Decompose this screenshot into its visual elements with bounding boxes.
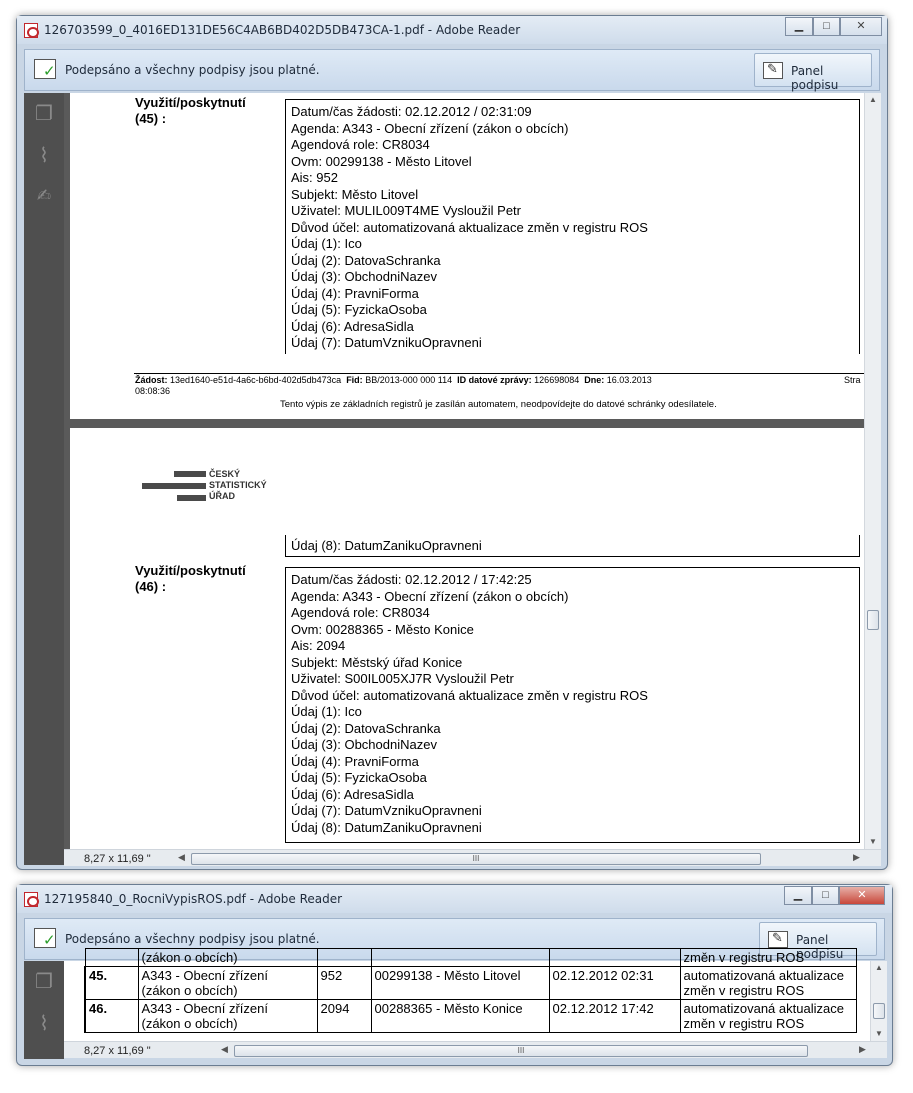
maximize-button[interactable]: □	[812, 886, 839, 905]
signature-panel-label: Panel podpisu	[791, 64, 839, 92]
footer-id-value: 126698084	[534, 375, 580, 385]
record-46-line: Ovm: 00288365 - Město Konice	[291, 621, 474, 637]
document-view[interactable]	[64, 950, 870, 1041]
footer-id-label: ID datové zprávy:	[457, 375, 532, 385]
reason-line: automatizovaná aktualizace	[683, 1001, 844, 1016]
scroll-right-arrow[interactable]: ▶	[853, 852, 860, 862]
signature-panel-button[interactable]	[754, 53, 872, 92]
row-number: 46.	[85, 1000, 138, 1033]
scroll-left-arrow[interactable]: ◀	[221, 1044, 228, 1054]
record-45-line: Ovm: 00299138 - Město Litovel	[291, 153, 472, 169]
record-45-line: Údaj (1): Ico	[291, 236, 362, 251]
reason-line: změn v registru ROS	[683, 1016, 805, 1031]
record-46-line: Důvod účel: automatizovaná aktualizace změn v registru ROS	[291, 687, 648, 703]
page-separator	[70, 419, 864, 428]
record-45-line: Údaj (5): FyzickaOsoba	[291, 302, 427, 317]
record-46-line: Agendová role: CR8034	[291, 605, 430, 620]
agenda-cell	[138, 967, 317, 1000]
record-46-line: Údaj (8): DatumZanikuOpravneni	[291, 819, 482, 835]
record-45-line: Agenda: A343 - Obecní zřízení (zákon o obcích)	[291, 120, 569, 136]
logo-line3: ÚŘAD	[209, 491, 235, 501]
document-view[interactable]	[64, 93, 864, 849]
record-46-line: Subjekt: Městský úřad Konice	[291, 654, 463, 670]
record-45-line: Datum/čas žádosti: 02.12.2012 / 02:31:09	[291, 104, 532, 119]
status-bar	[64, 849, 881, 866]
record-46-line: Údaj (2): DatovaSchranka	[291, 720, 441, 736]
ais-cell: 2094	[317, 1000, 371, 1033]
record-45-line: Důvod účel: automatizovaná aktualizace změn v registru ROS	[291, 219, 648, 235]
signature-panel-icon	[763, 62, 783, 79]
reason-line: změn v registru ROS	[683, 983, 805, 998]
record-45-line: Údaj (6): AdresaSidla	[291, 318, 414, 334]
attachments-icon[interactable]: ⌇	[39, 1013, 49, 1035]
record-46-label	[135, 563, 246, 595]
record-46-line: Údaj (7): DatumVznikuOpravneni	[291, 803, 482, 818]
ovm-cell: 00299138 - Město Litovel	[371, 967, 549, 1000]
table-row	[85, 1000, 856, 1033]
signature-panel-label: Panel podpisu	[796, 933, 844, 961]
title-bar[interactable]	[17, 885, 892, 913]
record-46-line: Údaj (6): AdresaSidla	[291, 786, 414, 802]
window-title: 127195840_0_RocniVypisROS.pdf - Adobe Reader	[44, 892, 343, 906]
horizontal-scroll-thumb[interactable]: III	[191, 853, 761, 865]
reader-window-2	[16, 884, 893, 1066]
footer-zadost-label: Žádost:	[135, 375, 168, 385]
record-45-line: Uživatel: MULIL009T4ME Vysloužil Petr	[291, 203, 521, 218]
footer-fid-value: BB/2013-000 000 114	[365, 375, 453, 385]
record-45-label-line1: Využití/poskytnutí	[135, 95, 246, 110]
record-46-line: Údaj (4): PravniForma	[291, 753, 419, 769]
signature-status: Podepsáno a všechny podpisy jsou platné.	[65, 932, 320, 946]
horizontal-scroll-thumb[interactable]: III	[234, 1045, 808, 1057]
logo-bar	[142, 483, 206, 489]
reader-window-1	[16, 15, 888, 870]
signature-bar	[24, 49, 880, 91]
scroll-down-arrow[interactable]: ▼	[875, 1029, 883, 1038]
signatures-icon[interactable]: ✍	[36, 186, 52, 205]
record-45-line: Údaj (7): DatumVznikuOpravneni	[291, 335, 482, 350]
record-45-label-line2: (45) :	[135, 111, 167, 126]
record-45-line: Údaj (4): PravniForma	[291, 285, 419, 301]
pages-icon[interactable]: ❐	[35, 103, 53, 125]
pdf-file-icon	[24, 892, 38, 907]
footer-zadost-value: 13ed1640-e51d-4a6c-b6bd-402d5db473ca	[170, 375, 342, 385]
vertical-scroll-thumb[interactable]	[867, 610, 879, 630]
record-46-label-line1: Využití/poskytnutí	[135, 563, 246, 578]
status-bar	[64, 1041, 887, 1058]
close-button[interactable]: ✕	[839, 886, 885, 905]
agenda-line: (zákon o obcích)	[141, 983, 238, 998]
record-46-line: Údaj (5): FyzickaOsoba	[291, 770, 427, 785]
record-45-line: Ais: 952	[291, 170, 338, 185]
logo-text	[209, 469, 267, 502]
record-46-line: Ais: 2094	[291, 638, 346, 653]
logo-line1: ČESKÝ	[209, 469, 241, 479]
table-row	[85, 967, 856, 1000]
footer-fid-label: Fid:	[346, 375, 363, 385]
request-footer	[135, 375, 652, 386]
reason-cell	[680, 967, 856, 1000]
record-45-box	[285, 99, 860, 354]
pdf-file-icon	[24, 23, 38, 38]
signature-valid-icon	[34, 928, 56, 948]
record-45-continuation	[285, 535, 860, 557]
scroll-up-arrow[interactable]: ▲	[869, 95, 877, 104]
table-cell: (zákon o obcích)	[138, 949, 317, 967]
signature-panel-icon	[768, 931, 788, 948]
record-46-line: Údaj (3): ObchodniNazev	[291, 737, 437, 752]
scroll-right-arrow[interactable]: ▶	[859, 1044, 866, 1054]
agenda-line: (zákon o obcích)	[141, 1016, 238, 1031]
navigation-pane	[24, 961, 64, 1059]
record-45-line: Údaj (3): ObchodniNazev	[291, 269, 437, 284]
record-46-label-line2: (46) :	[135, 579, 167, 594]
agenda-line: A343 - Obecní zřízení	[141, 1001, 268, 1016]
date-cell: 02.12.2012 17:42	[549, 1000, 680, 1033]
czso-logo	[142, 469, 282, 509]
footer-page-word: Stra	[844, 375, 861, 385]
continuation-line: Údaj (8): DatumZanikuOpravneni	[291, 538, 482, 553]
reason-cell	[680, 1000, 856, 1033]
record-46-box	[285, 567, 860, 843]
agenda-line: A343 - Obecní zřízení	[141, 968, 268, 983]
logo-bar	[174, 471, 206, 477]
signature-valid-icon	[34, 59, 56, 79]
row-number: 45.	[85, 967, 138, 1000]
scroll-left-arrow[interactable]: ◀	[178, 852, 185, 862]
page-size: 8,27 x 11,69 "	[84, 1045, 151, 1057]
logo-line2: STATISTICKÝ	[209, 480, 267, 490]
minimize-button[interactable]: ▁	[784, 886, 812, 905]
date-cell: 02.12.2012 02:31	[549, 967, 680, 1000]
records-table	[84, 948, 857, 1033]
agenda-cell	[138, 1000, 317, 1033]
footer-date-label: Dne:	[584, 375, 605, 385]
footer-date-value: 16.03.2013	[606, 375, 652, 385]
logo-bar	[177, 495, 206, 501]
record-46-line: Agenda: A343 - Obecní zřízení (zákon o obcích)	[291, 588, 569, 604]
footer-time: 08:08:36	[135, 386, 171, 396]
maximize-button[interactable]: □	[813, 17, 840, 36]
reason-line: automatizovaná aktualizace	[683, 968, 844, 983]
record-45-line: Agendová role: CR8034	[291, 137, 430, 152]
page-left-edge	[64, 93, 70, 849]
record-45-label	[135, 95, 246, 127]
record-46-line: Údaj (1): Ico	[291, 704, 362, 719]
footer-rule	[134, 373, 864, 374]
record-46-line: Uživatel: S00IL005XJ7R Vysloužil Petr	[291, 671, 514, 686]
signature-status: Podepsáno a všechny podpisy jsou platné.	[65, 63, 320, 77]
vertical-scrollbar[interactable]	[870, 961, 887, 1041]
title-bar[interactable]	[17, 16, 887, 44]
navigation-pane	[24, 93, 64, 865]
pages-icon[interactable]: ❐	[35, 971, 53, 993]
scroll-down-arrow[interactable]: ▼	[869, 837, 877, 846]
page-size: 8,27 x 11,69 "	[84, 853, 151, 865]
record-46-line: Datum/čas žádosti: 02.12.2012 / 17:42:25	[291, 572, 532, 587]
vertical-scrollbar[interactable]	[864, 93, 881, 849]
scroll-up-arrow[interactable]: ▲	[875, 963, 883, 972]
record-45-line: Údaj (2): DatovaSchranka	[291, 252, 441, 268]
vertical-scroll-thumb[interactable]	[873, 1003, 885, 1019]
window-title: 126703599_0_4016ED131DE56C4AB6BD402D5DB473CA-1.pdf - Adobe Reader	[44, 23, 521, 37]
minimize-button[interactable]: ▁	[785, 17, 813, 36]
ais-cell: 952	[317, 967, 371, 1000]
record-45-line: Subjekt: Město Litovel	[291, 186, 419, 202]
ovm-cell: 00288365 - Město Konice	[371, 1000, 549, 1033]
close-button[interactable]: ✕	[840, 17, 882, 36]
attachments-icon[interactable]: ⌇	[39, 145, 49, 167]
table-row	[85, 949, 856, 967]
table-cell: změn v registru ROS	[680, 949, 856, 967]
footer-notice: Tento výpis ze základních registrů je zasílán automatem, neodpovídejte do datové schránky odesílatele.	[280, 399, 717, 410]
